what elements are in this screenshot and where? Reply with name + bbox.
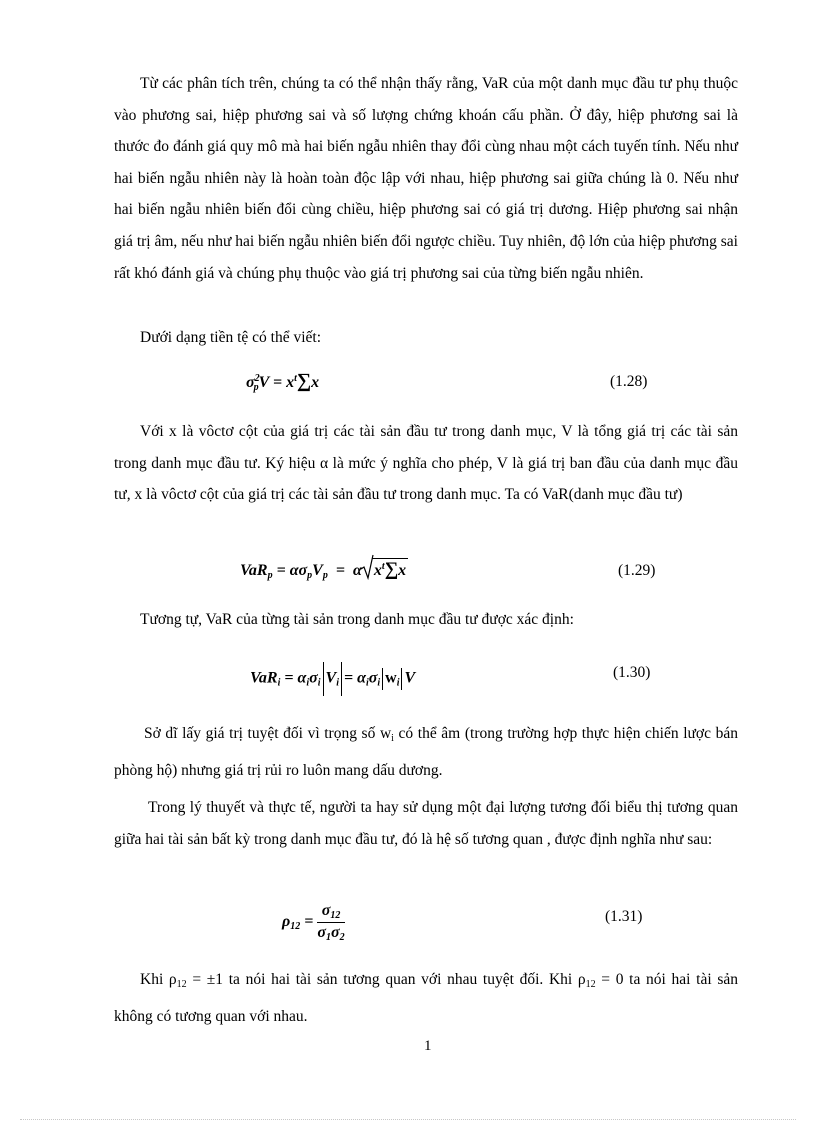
- equation-number-1-29: (1.29): [618, 562, 656, 579]
- equation-1-31: $\rho_{12}$ = $\frac{\sigma_{12}}{\sigma_1\sigma_2}$: [282, 902, 345, 943]
- page-bottom-divider: [20, 1119, 796, 1120]
- page-number: 1: [424, 1038, 432, 1054]
- paragraph-monetary-form: Dưới dạng tiền tệ có thể viết:: [140, 329, 322, 346]
- sqrt-icon: [360, 554, 374, 580]
- equation-number-1-30: (1.30): [613, 664, 651, 681]
- paragraph-correlation: Trong lý thuyết và thực tế, người ta hay sử dụng một đại lượng tương đối biểu thị tương quan giữa hai tài sản bất kỳ trong danh mục đầu tư, đó là hệ số tương quan , được định nghĩa như sau:: [114, 799, 738, 848]
- paragraph-correlation-meaning: Khi $\rho_{12} = \pm 1$ ta nói hai tài sản tương quan với nhau tuyệt đối. Khi $\rho_{12} = 0$ ta nói hai tài sản không có tương quan với nhau.: [114, 971, 738, 1025]
- paragraph-var-dependence: Từ các phân tích trên, chúng ta có thể nhận thấy rằng, VaR của một danh mục đầu tư phụ thuộc vào phương sai, hiệp phương sai và số lượng chứng khoán cấu phần. Ở đây, hiệp phương sai là thước đo đánh giá quy mô mà hai biến ngẫu nhiên thay đổi cùng nhau một cách tuyến tính. Nếu như hai biến ngẫu nhiên này là hoàn toàn độc lập với nhau, hiệp phương sai giữa chúng là 0. Nếu như hai biến ngẫu nhiên biến đổi cùng chiều, hiệp phương sai có giá trị dương. Hiệp phương sai nhận giá trị âm, nếu như hai biến ngẫu nhiên biến đổi ngược chiều. Tuy nhiên, độ lớn của hiệp phương sai rất khó đánh giá và chúng phụ thuộc vào giá trị phương sai của từng biến ngẫu nhiên.: [114, 75, 738, 282]
- equation-number-1-28: (1.28): [610, 373, 648, 390]
- equation-1-28: $\sigma^2_pV = x^t\sum x$: [246, 370, 320, 393]
- paragraph-vector-definition: Với x là vôctơ cột của giá trị các tài sản đầu tư trong danh mục, V là tổng giá trị các tài sản trong danh mục đầu tư. Ký hiệu α là mức ý nghĩa cho phép, V là giá trị ban đầu của danh mục đầu tư, x là vôctơ cột của giá trị các tài sản đầu tư trong danh mục. Ta có VaR(danh mục đầu tư): [114, 423, 738, 504]
- equation-number-1-31: (1.31): [605, 908, 643, 925]
- equation-1-30: $VaR_i = \alpha_i\sigma_i$ $V_i = \alpha_i\sigma_i$ $w_i$ V: [250, 662, 415, 696]
- paragraph-individual-var: Tương tự, VaR của từng tài sản trong danh mục đầu tư được xác định:: [140, 611, 574, 628]
- paragraph-absolute-value: Sở dĩ lấy giá trị tuyệt đối vì trọng số $w_i$ có thể âm (trong trường hợp thực hiện chiến lược bán phòng hộ) nhưng giá trị rủi ro luôn mang dấu dương.: [114, 725, 738, 779]
- equation-1-29: $VaR_p = \alpha\sigma_pV_p = \alpha$ $x^t\sum x$: [240, 558, 408, 581]
